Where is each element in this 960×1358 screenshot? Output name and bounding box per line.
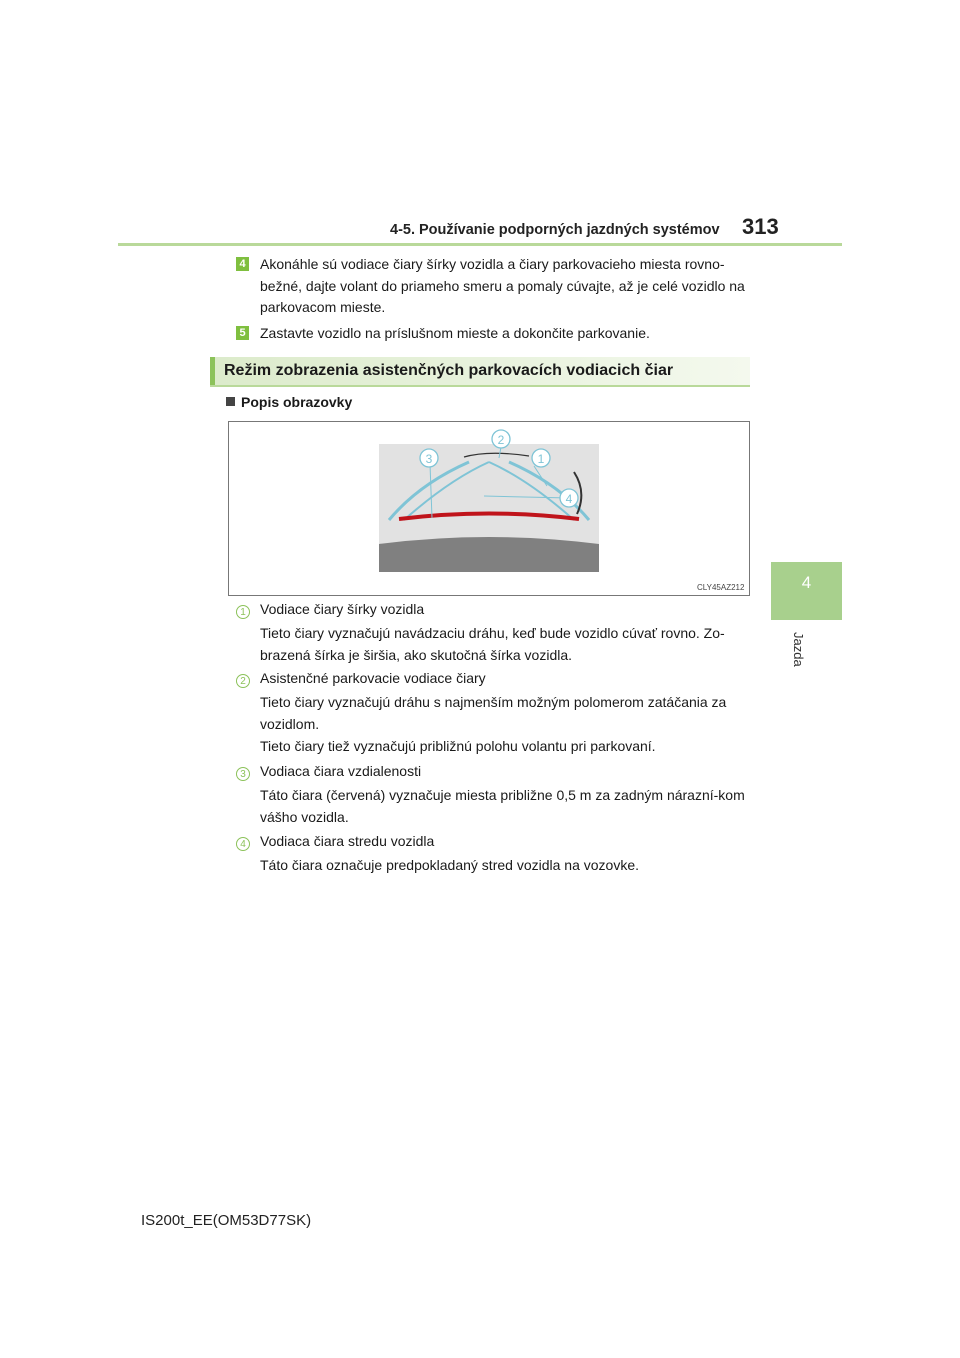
camera-figure: [228, 421, 750, 596]
chapter-number: 4: [801, 573, 812, 592]
item-desc: Táto čiara (červená) vyznačuje miesta približne 0,5 m za zadným nárazní-kom vášho vozidla.: [260, 787, 745, 825]
header-rule: [118, 243, 842, 246]
step-text: Akonáhle sú vodiace čiary šírky vozidla a čiary parkovacieho miesta rovno-bežné, dajte volant do priameho smeru a pomaly cúvajte, až je celé vozidlo na parkovacom mieste.: [260, 256, 745, 315]
item-title: Vodiaca čiara vzdialenosti: [260, 763, 422, 779]
chapter-label: Jazda: [791, 632, 806, 667]
step-text: Zastavte vozidlo na príslušnom mieste a dokončite parkovanie.: [260, 325, 650, 341]
camera-illustration: [229, 422, 749, 595]
callout-label: 2: [497, 433, 505, 447]
running-header: 4-5. Používanie podporných jazdných systémov: [390, 222, 720, 238]
callout-label: 3: [425, 452, 433, 466]
item-number: 4: [236, 837, 250, 851]
step-number: 5: [236, 326, 249, 340]
square-bullet-icon: [226, 397, 235, 406]
bumper-ground: [379, 537, 599, 572]
section-title: Režim zobrazenia asistenčných parkovacích vodiacich čiar: [224, 362, 674, 379]
item-number: 2: [236, 674, 250, 688]
callout-label: 4: [565, 492, 573, 506]
item-title: Vodiaca čiara stredu vozidla: [260, 833, 435, 849]
callout-label: 1: [537, 452, 545, 466]
item-desc: Tieto čiary vyznačujú dráhu s najmenším možným polomerom zatáčania za vozidlom.: [260, 694, 727, 732]
page-number: 313: [742, 214, 779, 239]
item-title: Asistenčné parkovacie vodiace čiary: [260, 670, 486, 686]
item-number: 3: [236, 767, 250, 781]
figure-code: CLY45AZ212: [697, 583, 745, 592]
section-rule: [210, 385, 750, 387]
item-desc: Tieto čiary tiež vyznačujú približnú polohu volantu pri parkovaní.: [260, 738, 656, 754]
subsection-heading: [226, 394, 352, 410]
item-title: Vodiace čiary šírky vozidla: [260, 601, 425, 617]
subsection-title: Popis obrazovky: [241, 394, 353, 410]
item-desc: Tieto čiary vyznačujú navádzaciu dráhu, keď bude vozidlo cúvať rovno. Zo-brazená šírka je širšia, ako skutočná šírka vozidla.: [260, 625, 725, 663]
item-number: 1: [236, 605, 250, 619]
document-code: IS200t_EE(OM53D77SK): [141, 1212, 312, 1229]
step-number: 4: [236, 257, 249, 271]
item-desc: Táto čiara označuje predpokladaný stred vozidla na vozovke.: [260, 857, 639, 873]
